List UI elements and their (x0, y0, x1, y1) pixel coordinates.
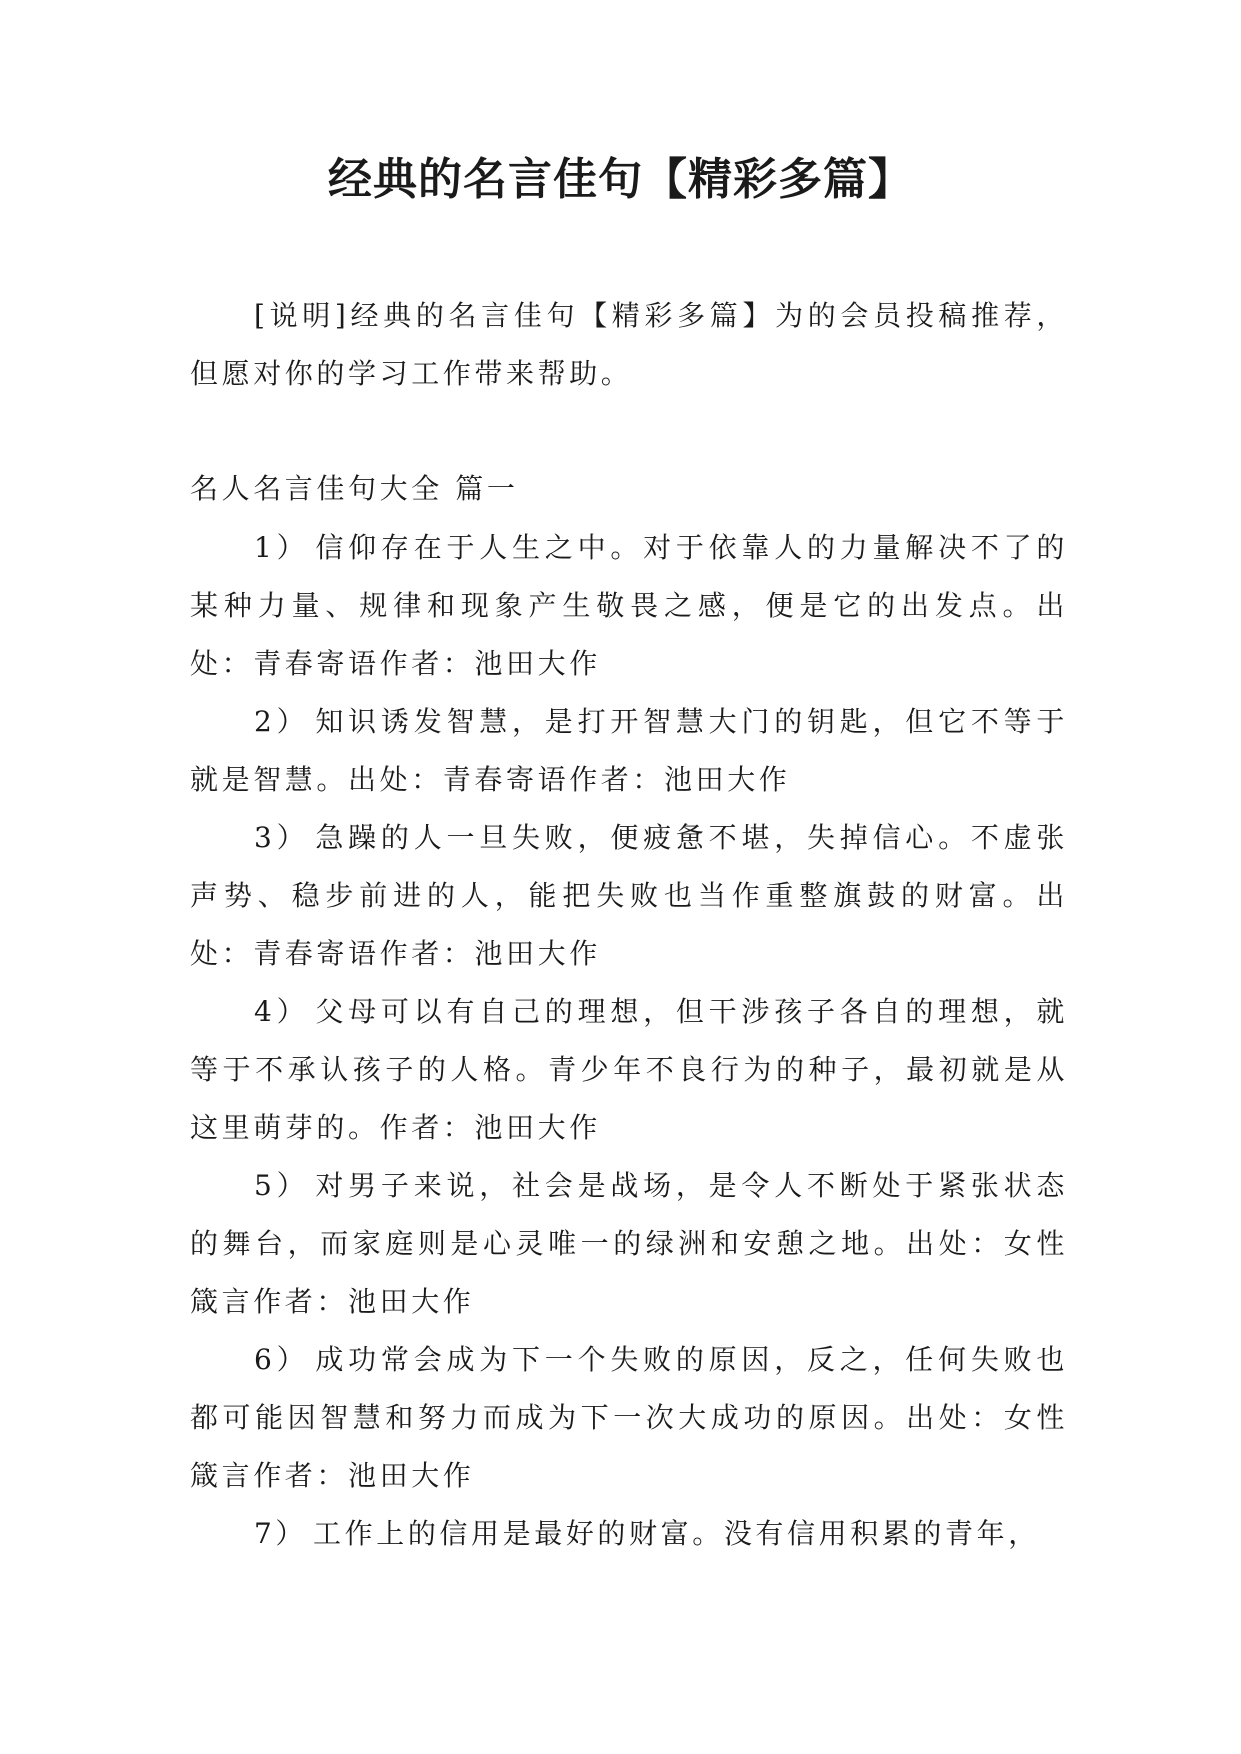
intro-paragraph: [说明]经典的名言佳句【精彩多篇】为的会员投稿推荐，但愿对你的学习工作带来帮助。 (190, 299, 1068, 390)
quote-text: 信仰存在于人生之中。对于依靠人的力量解决不了的某种力量、规律和现象产生敬畏之感，便是它的出发点。出处：青春寄语作者：池田大作 (190, 531, 1069, 680)
quote-item (190, 1157, 1068, 1331)
quote-text: 急躁的人一旦失败，便疲惫不堪，失掉信心。不虚张声势、稳步前进的人，能把失败也当作重整旗鼓的财富。出处：青春寄语作者：池田大作 (190, 821, 1069, 970)
quote-text: 成功常会成为下一个失败的原因，反之，任何失败也都可能因智慧和努力而成为下一次大成功的原因。出处：女性箴言作者：池田大作 (190, 1343, 1069, 1492)
quote-list (190, 519, 1068, 1563)
quote-item (190, 983, 1068, 1157)
quote-item (190, 1331, 1068, 1505)
quote-text: 工作上的信用是最好的财富。没有信用积累的青年， (313, 1517, 1040, 1550)
quote-number: 7） (254, 1517, 308, 1550)
quote-item (190, 519, 1068, 693)
quote-item (190, 1505, 1068, 1563)
quote-item (190, 693, 1068, 809)
quote-number: 5） (254, 1169, 310, 1202)
quote-number: 1） (254, 531, 310, 564)
quote-text: 对男子来说，社会是战场，是令人不断处于紧张状态的舞台，而家庭则是心灵唯一的绿洲和安憩之地。出处：女性箴言作者：池田大作 (190, 1169, 1069, 1318)
quote-text: 知识诱发智慧，是打开智慧大门的钥匙，但它不等于就是智慧。出处：青春寄语作者：池田大作 (190, 705, 1069, 796)
quote-text: 父母可以有自己的理想，但干涉孩子各自的理想，就等于不承认孩子的人格。青少年不良行为的种子，最初就是从这里萌芽的。作者：池田大作 (190, 995, 1069, 1144)
quote-number: 2） (254, 705, 310, 738)
page-title: 经典的名言佳句【精彩多篇】 (328, 154, 913, 205)
section-heading: 名人名言佳句大全 篇一 (190, 472, 519, 505)
quote-number: 3） (254, 821, 310, 854)
quote-item (190, 809, 1068, 983)
quote-number: 4） (254, 995, 310, 1028)
quote-number: 6） (254, 1343, 310, 1376)
